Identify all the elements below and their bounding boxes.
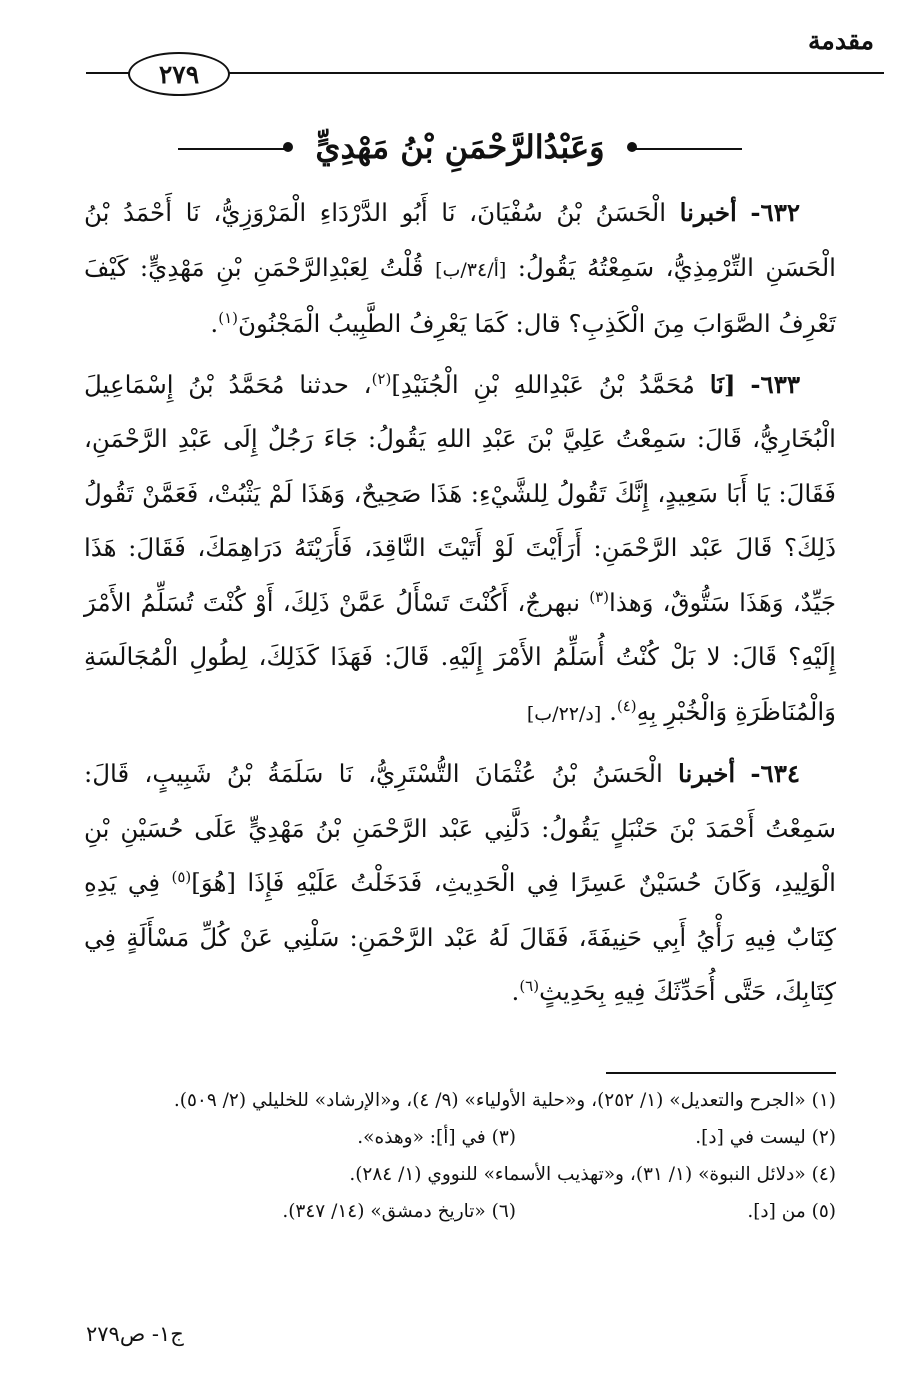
paragraph-text: فِي يَدِهِ كِتَابٌ فِيهِ رَأْيُ أَبِي حَنِيفَةَ، فَقَالَ لَهُ عَبْد الرَّحْمَنِ: سَلْنِي عَنْ كُلِّ مَسْأَلَةٍ فِي كِتَابِكَ، حَتَّى أُحَدِّثَكَ فِيهِ بِحَدِيثٍ	[84, 868, 836, 1006]
main-text	[84, 186, 836, 1026]
paragraph-text: الْحَسَنُ بْنُ عُثْمَانَ التُّسْتَرِيُّ، نَا سَلَمَةُ بْنُ شَبِيبٍ، قَالَ: سَمِعْتُ أَحْمَدَ بْنَ حَنْبَلٍ يَقُولُ: دَلَّنِي عَبْد الرَّحْمَنِ بْنُ مَهْدِيٍّ عَلَى حُسَيْنِ بْنِ الْوَلِيدِ، وَكَانَ حُسَيْنٌ عَسِرًا فِي الْحَدِيثِ، فَدَخَلْتُ عَلَيْهِ فَإِذَا [هُوَ]	[84, 759, 836, 897]
paragraph-text: الْحَسَنُ بْنُ سُفْيَانَ، نَا أَبُو الدَّرْدَاءِ الْمَرْوَزِيُّ، نَا أَحْمَدُ بْنُ الْحَسَنِ التِّرْمِذِيُّ، سَمِعْتُهُ يَقُولُ:	[84, 198, 836, 282]
paragraph-text: مُحَمَّدُ بْنُ عَبْدِاللهِ بْنِ الْجُنَيْدِ]	[391, 369, 695, 399]
paragraph-number: ٦٣٤-	[750, 759, 801, 788]
paragraph-keyword: [نَا	[709, 369, 736, 399]
footnote-rule	[606, 1072, 836, 1074]
paragraph-end: .	[511, 977, 520, 1006]
footnote-3: (٣) في [أ]: «وهذه».	[357, 1127, 516, 1148]
paragraph-text: قُلْتُ لِعَبْدِالرَّحْمَنِ بْنِ مَهْدِيٍّ: كَيْفَ تَعْرِفُ الصَّوَابَ مِنَ الْكَذِبِ؟ قال: كَمَا يَعْرِفُ الطَّبِيبُ الْمَجْنُونَ	[84, 252, 836, 338]
title-bullet-icon	[283, 142, 293, 152]
running-head: مقدمة	[808, 26, 874, 55]
paragraph-text: ، حدثنا مُحَمَّدُ بْنُ إِسْمَاعِيلَ الْبُخَارِيُّ، قَالَ: سَمِعْتُ عَلِيَّ بْنَ عَبْدِ اللهِ يَقُولُ: جَاءَ رَجُلٌ إِلَى عَبْدِ الرَّحْمَنِ، فَقَالَ: يَا أَبَا سَعِيدٍ، إِنَّكَ تَقُولُ لِلشَّيْءِ: هَذَا صَحِيحٌ، وَهَذَا لَمْ يَثْبُتْ، فَعَمَّنْ تَقُولُ ذَلِكَ؟ قَالَ عَبْد الرَّحْمَنِ: أَرَأَيْتَ لَوْ أَتَيْتَ النَّاقِدَ، فَأَرَيْتَهُ دَرَاهِمَكَ، فَقَالَ: هَذَا جَيِّدٌ، وَهَذَا سَتُّوقٌ، وَهذا	[84, 369, 836, 617]
footnote-marker: (٣)	[589, 587, 610, 606]
paragraph-633	[84, 358, 836, 742]
footnotes	[84, 1082, 836, 1230]
manuscript-ref: [د/٢٢/ب]	[526, 702, 602, 725]
footnote-5: (٥) من [د].	[747, 1201, 836, 1222]
footnote-marker: (٤)	[616, 696, 637, 715]
paragraph-end: .	[609, 696, 617, 726]
paragraph-end: .	[210, 309, 219, 338]
paragraph-634	[84, 747, 836, 1020]
page-number-badge: ٢٧٩	[128, 52, 230, 96]
footnote-1: (١) «الجرح والتعديل» (١/ ٢٥٢)، و«حلية الأولياء» (٩/ ٤)، و«الإرشاد» للخليلي (٢/ ٥٠٩).	[173, 1090, 836, 1111]
footnote-4: (٤) «دلائل النبوة» (١/ ٣١)، و«تهذيب الأسماء» للنووي (١/ ٢٨٤).	[349, 1164, 836, 1185]
section-title-text: وَعَبْدُالرَّحْمَنِ بْنُ مَهْدِيٍّ	[315, 128, 605, 166]
footnote-marker: (٢)	[371, 369, 392, 388]
footnote-marker: (٦)	[519, 976, 540, 995]
paragraph-number: ٦٣٢-	[750, 198, 801, 227]
footnote-row	[84, 1119, 836, 1156]
title-bullet-icon	[627, 142, 637, 152]
footnote-row	[84, 1193, 836, 1230]
paragraph-keyword: أخبرنا	[679, 198, 737, 227]
paragraph-keyword: أخبرنا	[678, 759, 736, 788]
footnote-2: (٢) ليست في [د].	[695, 1127, 836, 1148]
paragraph-632	[84, 186, 836, 352]
manuscript-ref: [أ/٣٤/ب]	[435, 258, 507, 281]
footnote-6: (٦) «تاريخ دمشق» (١٤/ ٣٤٧).	[282, 1201, 516, 1222]
paragraph-number: ٦٣٣-	[750, 369, 801, 399]
paragraph-text: نبهرجٌ، أَكُنْتَ تَسْأَلُ عَمَّنْ ذَلِكَ، أَوْ كُنْتَ تُسَلِّمُ الأَمْرَ إِلَيْهِ؟ قَالَ: لا بَلْ كُنْتُ أُسَلِّمُ الأَمْرَ إِلَيْهِ. قَالَ: فَهَذَا كَذَلِكَ، لِطُولِ الْمُجَالَسَةِ وَالْمُنَاظَرَةِ وَالْخُبْرِ بِهِ	[84, 587, 836, 726]
footnote-marker: (٥)	[171, 867, 192, 886]
volume-page-signature: ج١- ص٢٧٩	[86, 1322, 184, 1346]
section-title	[170, 122, 750, 172]
footnote-marker: (١)	[218, 308, 238, 327]
